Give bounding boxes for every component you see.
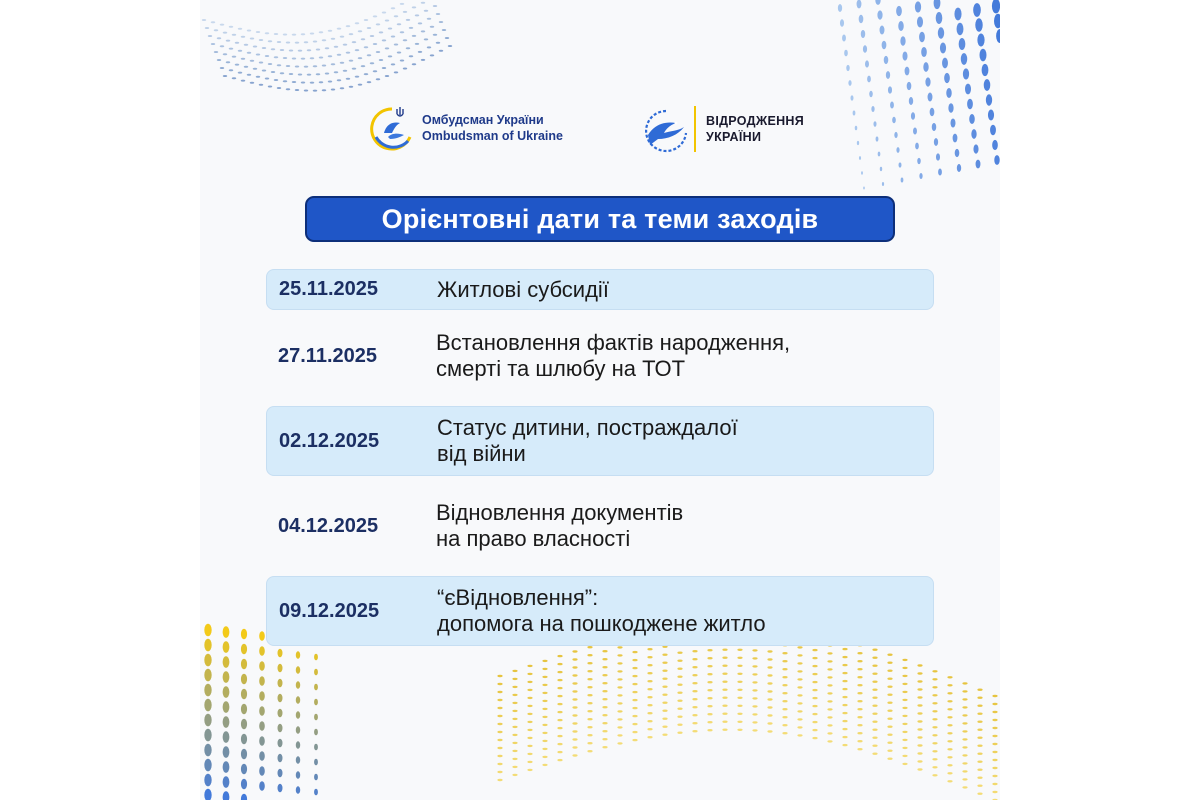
event-topic-line: Житлові субсидії bbox=[437, 276, 609, 302]
event-row bbox=[266, 406, 934, 476]
dove-bird-icon bbox=[640, 105, 692, 153]
event-topic-line: “єВідновлення”: bbox=[437, 585, 599, 610]
ombudsman-name-uk: Омбудсман України bbox=[422, 113, 544, 127]
vidrodzhennia-line2: УКРАЇНИ bbox=[706, 130, 762, 144]
event-topic-line: допомога на пошкоджене житло bbox=[437, 611, 766, 636]
ombudsman-logo bbox=[370, 100, 620, 156]
ombudsman-emblem-icon bbox=[370, 103, 414, 153]
vidrodzhennia-logo bbox=[640, 102, 840, 156]
event-row bbox=[266, 269, 934, 310]
event-topic-line: Встановлення фактів народження, bbox=[436, 330, 791, 355]
event-topic-line: смерті та шлюбу на ТОТ bbox=[436, 356, 686, 381]
event-topic-line: на право власності bbox=[436, 526, 631, 551]
poster-card bbox=[200, 0, 1000, 800]
event-date: 25.11.2025 bbox=[279, 278, 378, 300]
event-date: 02.12.2025 bbox=[279, 429, 380, 452]
event-date: 09.12.2025 bbox=[279, 599, 380, 622]
event-topic bbox=[436, 330, 934, 382]
event-row bbox=[266, 326, 934, 386]
event-topic-line: Відновлення документів bbox=[436, 500, 684, 525]
vidrodzhennia-line1: ВІДРОДЖЕННЯ bbox=[706, 114, 805, 128]
title-banner bbox=[305, 196, 895, 242]
event-topic bbox=[436, 500, 934, 552]
event-topic bbox=[437, 585, 933, 637]
event-topic-line: Статус дитини, постраждалої bbox=[437, 415, 738, 440]
event-date: 04.12.2025 bbox=[278, 514, 379, 537]
event-topic bbox=[437, 277, 933, 303]
page-title: Орієнтовні дати та теми заходів bbox=[381, 203, 819, 234]
logo-divider bbox=[694, 106, 696, 152]
event-topic bbox=[437, 415, 933, 467]
event-row bbox=[266, 496, 934, 556]
event-date: 27.11.2025 bbox=[278, 344, 377, 367]
ombudsman-name-en: Ombudsman of Ukraine bbox=[422, 129, 563, 143]
event-row bbox=[266, 576, 934, 646]
event-topic-line: від війни bbox=[437, 441, 526, 466]
